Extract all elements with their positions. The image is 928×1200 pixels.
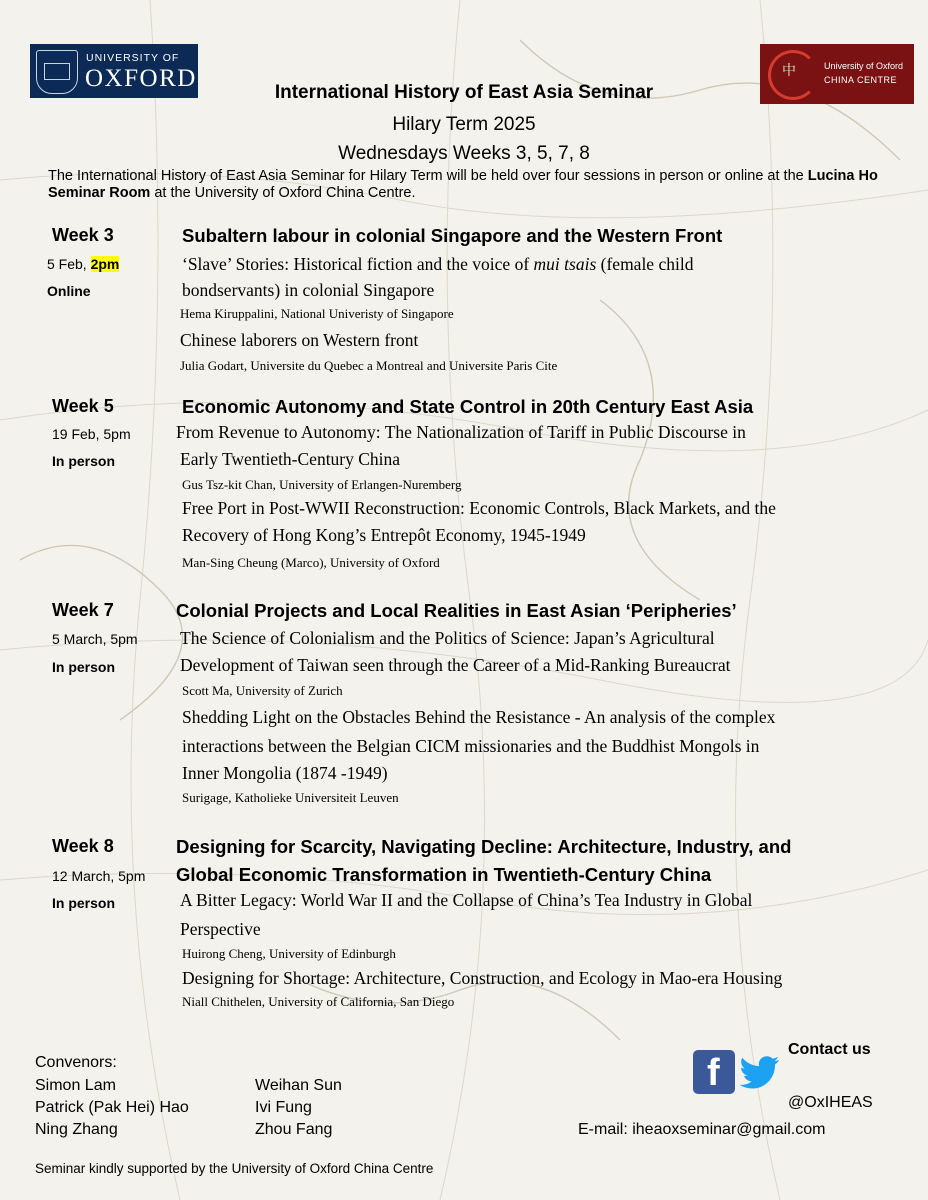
week-5-paper-1-title-line1: From Revenue to Autonomy: The Nationalization of Tariff in Public Discourse in [176, 422, 746, 442]
week-5-mode: In person [52, 453, 116, 469]
twitter-handle[interactable]: @OxIHEAS [788, 1094, 873, 1111]
week-5-label: Week 5 [52, 396, 114, 416]
week-3-paper-1-title-line2: bondservants) in colonial Singapore [182, 280, 435, 300]
convenor-4: Weihan Sun [255, 1077, 342, 1094]
week-7-paper-2-title-line2: interactions between the Belgian CICM missionaries and the Buddhist Mongols in [182, 736, 760, 756]
china-centre-logo-line1: University of Oxford [824, 61, 904, 71]
intro-paragraph [48, 168, 908, 202]
week-7-label: Week 7 [52, 600, 114, 620]
week-5-date: 19 Feb, 5pm [52, 426, 131, 442]
week-7-paper-1-title-line2: Development of Taiwan seen through the Career of a Mid-Ranking Bureaucrat [180, 655, 731, 675]
week-3-session-title: Subaltern labour in colonial Singapore and the Western Front [182, 225, 723, 246]
twitter-icon[interactable] [740, 1055, 780, 1091]
intro-room: Lucina Ho Seminar Room [48, 168, 878, 201]
week-8-session-title-line2: Global Economic Transformation in Twentieth-Century China [176, 864, 712, 885]
convenor-5: Ivi Fung [255, 1099, 312, 1116]
china-centre-emblem-glyph-icon: 中 [782, 62, 796, 78]
week-8-date: 12 March, 5pm [52, 868, 146, 884]
contact-heading: Contact us [788, 1041, 871, 1058]
week-7-paper-1-speaker: Scott Ma, University of Zurich [182, 683, 343, 698]
intro-text-2: at the University of Oxford China Centre. [150, 185, 416, 201]
week-5-paper-1-title-line2: Early Twentieth-Century China [180, 449, 401, 469]
week-3-paper-1-title-em: mui tsais [533, 254, 597, 274]
week-5-session-title: Economic Autonomy and State Control in 20th Century East Asia [182, 396, 754, 417]
week-8-paper-2-speaker: Niall Chithelen, University of California, San Diego [182, 994, 455, 1009]
week-8-paper-1-speaker: Huirong Cheng, University of Edinburgh [182, 946, 396, 961]
convenor-3: Ning Zhang [35, 1121, 118, 1138]
week-7-paper-2-speaker: Surigage, Katholieke Universiteit Leuven [182, 790, 399, 805]
convenor-1: Simon Lam [35, 1077, 116, 1094]
week-3-paper-2-title: Chinese laborers on Western front [180, 330, 419, 350]
week-3-date-text: 5 Feb, [47, 256, 91, 272]
china-centre-logo-line2: CHINA CENTRE [824, 75, 898, 85]
facebook-icon[interactable] [693, 1050, 735, 1094]
week-5-paper-2-speaker: Man-Sing Cheung (Marco), University of Oxford [182, 555, 440, 570]
week-7-paper-1-title-line1: The Science of Colonialism and the Politics of Science: Japan’s Agricultural [180, 628, 715, 648]
intro-text-1: The International History of East Asia Seminar for Hilary Term will be held over four sessions in person or online at the [48, 168, 808, 184]
convenor-6: Zhou Fang [255, 1121, 333, 1138]
week-5-paper-1-speaker: Gus Tsz-kit Chan, University of Erlangen-Nuremberg [182, 477, 462, 492]
week-7-paper-2-title-line3: Inner Mongolia (1874 -1949) [182, 763, 388, 783]
week-8-paper-1-title-line1: A Bitter Legacy: World War II and the Collapse of China’s Tea Industry in Global [180, 890, 753, 910]
week-5-paper-2-title-line1: Free Port in Post-WWII Reconstruction: Economic Controls, Black Markets, and the [182, 498, 776, 518]
oxford-logo-top: UNIVERSITY OF [86, 52, 180, 64]
week-3-time-highlight: 2pm [90, 256, 120, 272]
week-5-paper-2-title-line2: Recovery of Hong Kong’s Entrepôt Economy, 1945-1949 [182, 525, 586, 545]
week-8-label: Week 8 [52, 836, 114, 856]
week-3-paper-1-title-line1 [182, 251, 693, 278]
week-3-label: Week 3 [52, 225, 114, 245]
week-7-date: 5 March, 5pm [52, 631, 138, 647]
week-7-session-title: Colonial Projects and Local Realities in East Asian ‘Peripheries’ [176, 600, 737, 621]
week-8-paper-2-title: Designing for Shortage: Architecture, Construction, and Ecology in Mao-era Housing [182, 968, 783, 988]
week-7-paper-2-title-line1: Shedding Light on the Obstacles Behind the Resistance - An analysis of the complex [182, 707, 776, 727]
week-7-mode: In person [52, 659, 116, 675]
footer-note: Seminar kindly supported by the University of Oxford China Centre [35, 1161, 434, 1176]
week-8-paper-1-title-line2: Perspective [180, 919, 261, 939]
week-8-session-title-line1: Designing for Scarcity, Navigating Decline: Architecture, Industry, and [176, 836, 792, 857]
week-3-paper-1-title-b: (female child [596, 254, 694, 274]
schedule-heading: Wednesdays Weeks 3, 5, 7, 8 [338, 143, 590, 164]
week-3-mode: Online [47, 283, 91, 299]
facebook-glyph: f [707, 1052, 720, 1094]
week-3-paper-1-speaker: Hema Kiruppalini, National Univeristy of Singapore [180, 306, 454, 321]
oxford-logo-name: OXFORD [85, 65, 197, 92]
week-8-mode: In person [52, 895, 116, 911]
week-3-date [47, 256, 119, 272]
page-title: International History of East Asia Seminar [274, 82, 654, 103]
convenors-heading: Convenors: [35, 1054, 117, 1071]
term-heading: Hilary Term 2025 [392, 114, 536, 135]
convenor-2: Patrick (Pak Hei) Hao [35, 1099, 189, 1116]
contact-email[interactable]: E-mail: iheaoxseminar@gmail.com [578, 1121, 826, 1138]
week-3-paper-2-speaker: Julia Godart, Universite du Quebec a Montreal and Universite Paris Cite [180, 358, 558, 373]
week-3-paper-1-title-a: ‘Slave’ Stories: Historical fiction and the voice of [182, 254, 534, 274]
